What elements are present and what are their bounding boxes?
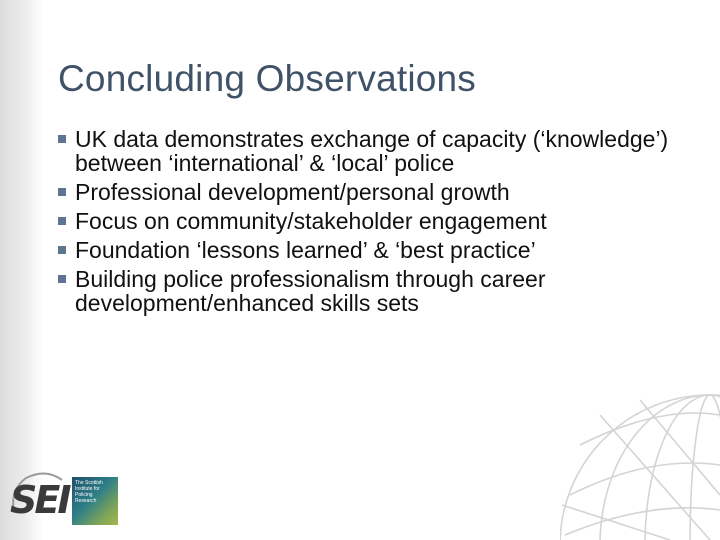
square-bullet-icon [58, 217, 66, 225]
left-gradient-bar [0, 0, 44, 540]
globe-wireframe-icon [560, 385, 720, 540]
square-bullet-icon [58, 135, 66, 143]
bullet-text: UK data demonstrates exchange of capacity (‘knowledge’) between ‘international’ & ‘local’ police [75, 126, 669, 176]
sipr-logo [72, 477, 118, 525]
bullet-item [58, 267, 698, 315]
bullet-text: Professional development/personal growth [75, 179, 510, 205]
sei-logo-text: SEI [10, 478, 69, 522]
sipr-logo-text: The Scottish Institute for Policing Research [75, 480, 103, 504]
bullet-text: Building police professionalism through career development/enhanced skills sets [75, 266, 546, 316]
bullet-text: Focus on community/stakeholder engagement [75, 208, 547, 234]
bullet-item [58, 127, 698, 175]
bullet-item [58, 180, 698, 204]
bullet-list [58, 127, 698, 320]
square-bullet-icon [58, 246, 66, 254]
bullet-item [58, 209, 698, 233]
bullet-text: Foundation ‘lessons learned’ & ‘best practice’ [75, 237, 536, 263]
square-bullet-icon [58, 188, 66, 196]
square-bullet-icon [58, 275, 66, 283]
slide-title: Concluding Observations [58, 58, 476, 99]
bullet-item [58, 238, 698, 262]
